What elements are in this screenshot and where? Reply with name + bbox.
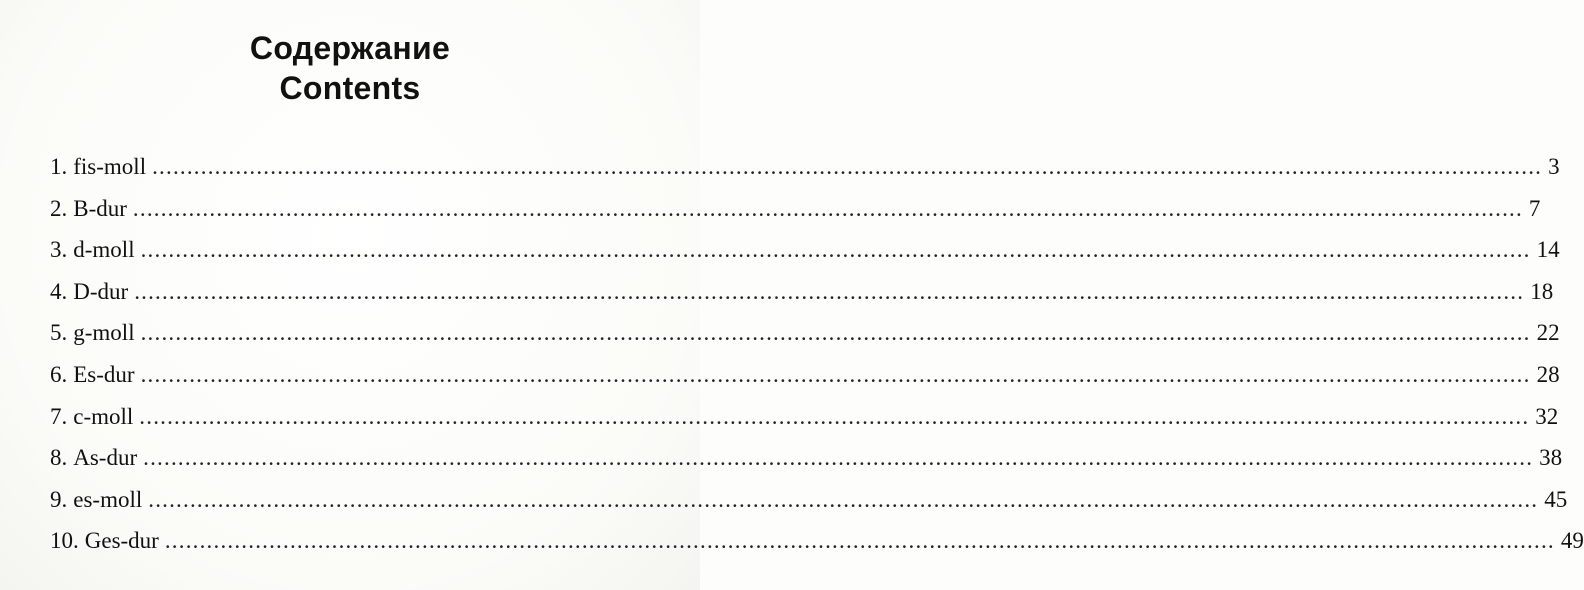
entry-number: 9. bbox=[50, 486, 68, 512]
entry-number: 7. bbox=[50, 403, 68, 429]
entry-title: D-dur bbox=[73, 278, 129, 304]
entry-page-number: 32 bbox=[1535, 403, 1559, 429]
entry-page-number: 18 bbox=[1530, 278, 1554, 304]
dot-leader: ........................................................................................................................................................................................................ bbox=[143, 445, 1534, 471]
entry-number: 4. bbox=[50, 278, 68, 304]
entry-title: Es-dur bbox=[73, 361, 135, 387]
toc-entry bbox=[50, 445, 1563, 487]
title-russian: Содержание bbox=[249, 30, 451, 66]
entry-page-number: 45 bbox=[1544, 486, 1568, 512]
dot-leader: ........................................................................................................................................................................................................ bbox=[164, 528, 1555, 554]
toc-entry bbox=[50, 320, 1560, 362]
entry-page-number: 28 bbox=[1536, 361, 1560, 387]
dot-leader: ........................................................................................................................................................................................................ bbox=[140, 361, 1531, 387]
toc-entry bbox=[50, 237, 1560, 279]
entry-title: g-moll bbox=[73, 320, 135, 346]
toc-entry bbox=[50, 403, 1559, 446]
entry-title: d-moll bbox=[73, 237, 135, 263]
entry-number: 2. bbox=[50, 195, 68, 221]
entry-page-number: 14 bbox=[1536, 237, 1560, 263]
dot-leader: ........................................................................................................................................................................................................ bbox=[134, 278, 1525, 304]
dot-leader: ........................................................................................................................................................................................................ bbox=[140, 237, 1531, 263]
entry-page-number: 38 bbox=[1539, 445, 1563, 471]
toc-entry bbox=[50, 486, 1568, 529]
entry-number: 10. bbox=[50, 528, 79, 554]
dot-leader: ........................................................................................................................................................................................................ bbox=[152, 154, 1543, 179]
dot-leader: ........................................................................................................................................................................................................ bbox=[132, 195, 1523, 221]
toc-entry bbox=[50, 278, 1554, 321]
title-english: Contents bbox=[279, 70, 421, 106]
entry-title: fis-moll bbox=[73, 154, 147, 179]
dot-leader: ........................................................................................................................................................................................................ bbox=[139, 403, 1530, 429]
toc-entry bbox=[50, 195, 1541, 238]
entry-page-number: 7 bbox=[1528, 195, 1541, 221]
toc-entry bbox=[50, 154, 1560, 196]
dot-leader: ........................................................................................................................................................................................................ bbox=[140, 320, 1531, 346]
dot-leader: ........................................................................................................................................................................................................ bbox=[148, 486, 1539, 512]
entry-number: 8. bbox=[50, 445, 68, 471]
entry-title: es-moll bbox=[73, 486, 143, 512]
toc-entry bbox=[50, 528, 1584, 570]
table-of-contents bbox=[50, 154, 1584, 570]
entry-page-number: 3 bbox=[1548, 154, 1560, 179]
entry-page-number: 49 bbox=[1560, 528, 1584, 554]
entry-title: Ges-dur bbox=[84, 528, 159, 554]
entry-title: B-dur bbox=[73, 195, 127, 221]
entry-title: As-dur bbox=[73, 445, 138, 471]
title-block bbox=[0, 28, 700, 108]
entry-title: c-moll bbox=[73, 403, 134, 429]
entry-number: 1. bbox=[50, 154, 68, 179]
toc-entry bbox=[50, 361, 1560, 404]
entry-number: 6. bbox=[50, 361, 68, 387]
entry-page-number: 22 bbox=[1536, 320, 1560, 346]
entry-number: 3. bbox=[50, 237, 68, 263]
entry-number: 5. bbox=[50, 320, 68, 346]
